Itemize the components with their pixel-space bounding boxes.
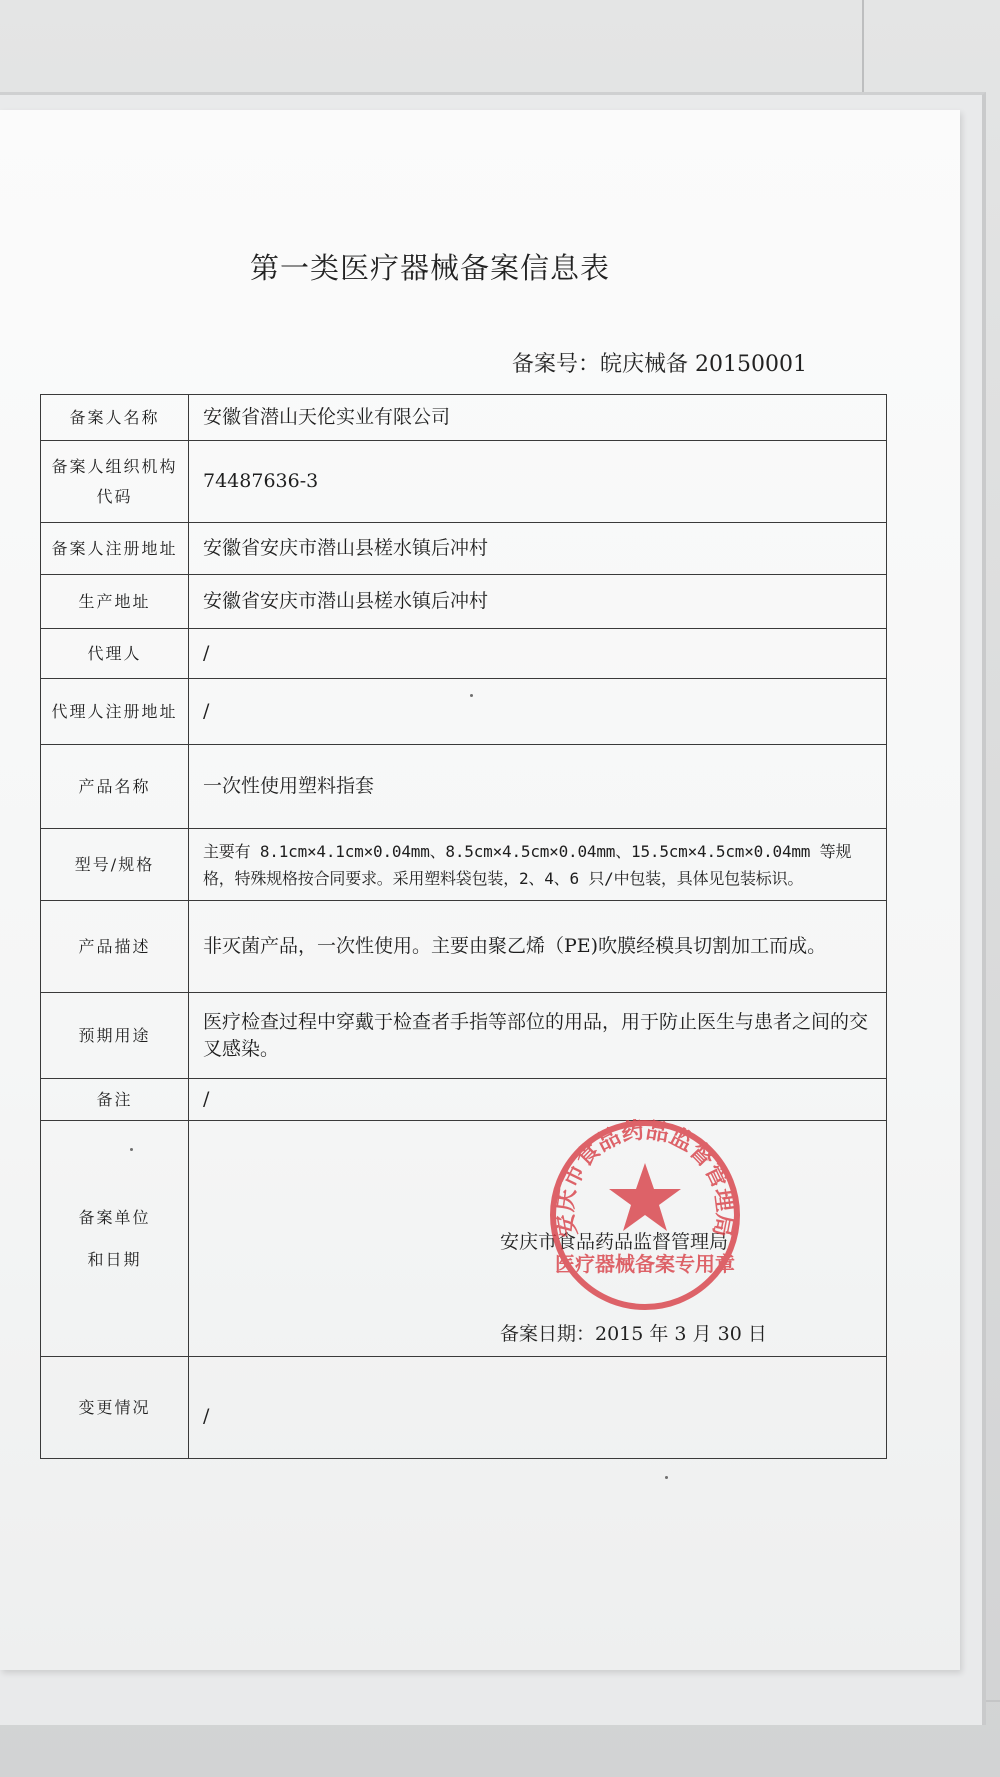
row-label: 产品描述 [41,901,189,993]
document-title: 第一类医疗器械备案信息表 [250,251,611,285]
row-label [41,441,189,523]
paper-speck [130,1148,133,1151]
row-label: 备案人名称 [41,395,189,441]
table-row [41,901,887,993]
intended-use: 医疗检查过程中穿戴于检查者手指等部位的用品，用于防止医生与患者之间的交叉感染。 [189,993,887,1079]
stamp-star-icon [609,1163,681,1231]
table-row [41,441,887,523]
row-label: 型号/规格 [41,829,189,901]
table-row [41,679,887,745]
stamp-outer-text: 安庆市食品药品监督管理局 [552,1117,738,1239]
row-label: 代理人 [41,629,189,679]
row-label: 预期用途 [41,993,189,1079]
table-row [41,395,887,441]
filing-organization: 安庆市食品药品监督管理局 [500,1231,729,1253]
stamp-inner-text: 医疗器械备案专用章 [555,1254,735,1276]
table-row [41,1357,887,1459]
table-row [41,523,887,575]
table-row [41,629,887,679]
record-number: 备案号：皖庆械备 20150001 [512,352,807,377]
product-name: 一次性使用塑料指套 [189,745,887,829]
paper-speck [470,694,473,697]
row-label: 备案人注册地址 [41,523,189,575]
change-status: / [189,1357,887,1459]
table-row [41,829,887,901]
table-row [41,1079,887,1121]
table-row [41,575,887,629]
agent-address: / [189,679,887,745]
row-label-line: 备案人组织机构 [51,456,178,476]
row-label-line: 和日期 [87,1249,142,1269]
model-spec: 主要有 8.1cm×4.1cm×0.04mm、8.5cm×4.5cm×0.04mm、15.5cm×4.5cm×0.04mm 等规格，特殊规格按合同要求。采用塑料袋包装，2、4、6 只/中包装，具体见包装标识。 [189,829,887,901]
table-row [41,993,887,1079]
product-description: 非灭菌产品，一次性使用。主要由聚乙烯（PE)吹膜经模具切割加工而成。 [189,901,887,993]
row-label: 产品名称 [41,745,189,829]
remarks: / [189,1079,887,1121]
official-seal-stamp [545,1115,745,1315]
row-label [41,1121,189,1357]
filing-date: 备案日期：2015 年 3 月 30 日 [500,1323,767,1345]
applicant-name: 安徽省潜山天伦实业有限公司 [189,395,887,441]
row-label: 代理人注册地址 [41,679,189,745]
paper-speck [665,1476,668,1479]
filing-info-table [40,394,887,1459]
agent: / [189,629,887,679]
table-row [41,745,887,829]
row-label-line: 代码 [96,486,133,506]
row-label: 备注 [41,1079,189,1121]
row-label-line: 备案单位 [78,1207,151,1227]
production-address: 安徽省安庆市潜山县槎水镇后冲村 [189,575,887,629]
registered-address: 安徽省安庆市潜山县槎水镇后冲村 [189,523,887,575]
organization-code: 74487636-3 [189,441,887,523]
row-label: 生产地址 [41,575,189,629]
row-label: 变更情况 [41,1357,189,1459]
